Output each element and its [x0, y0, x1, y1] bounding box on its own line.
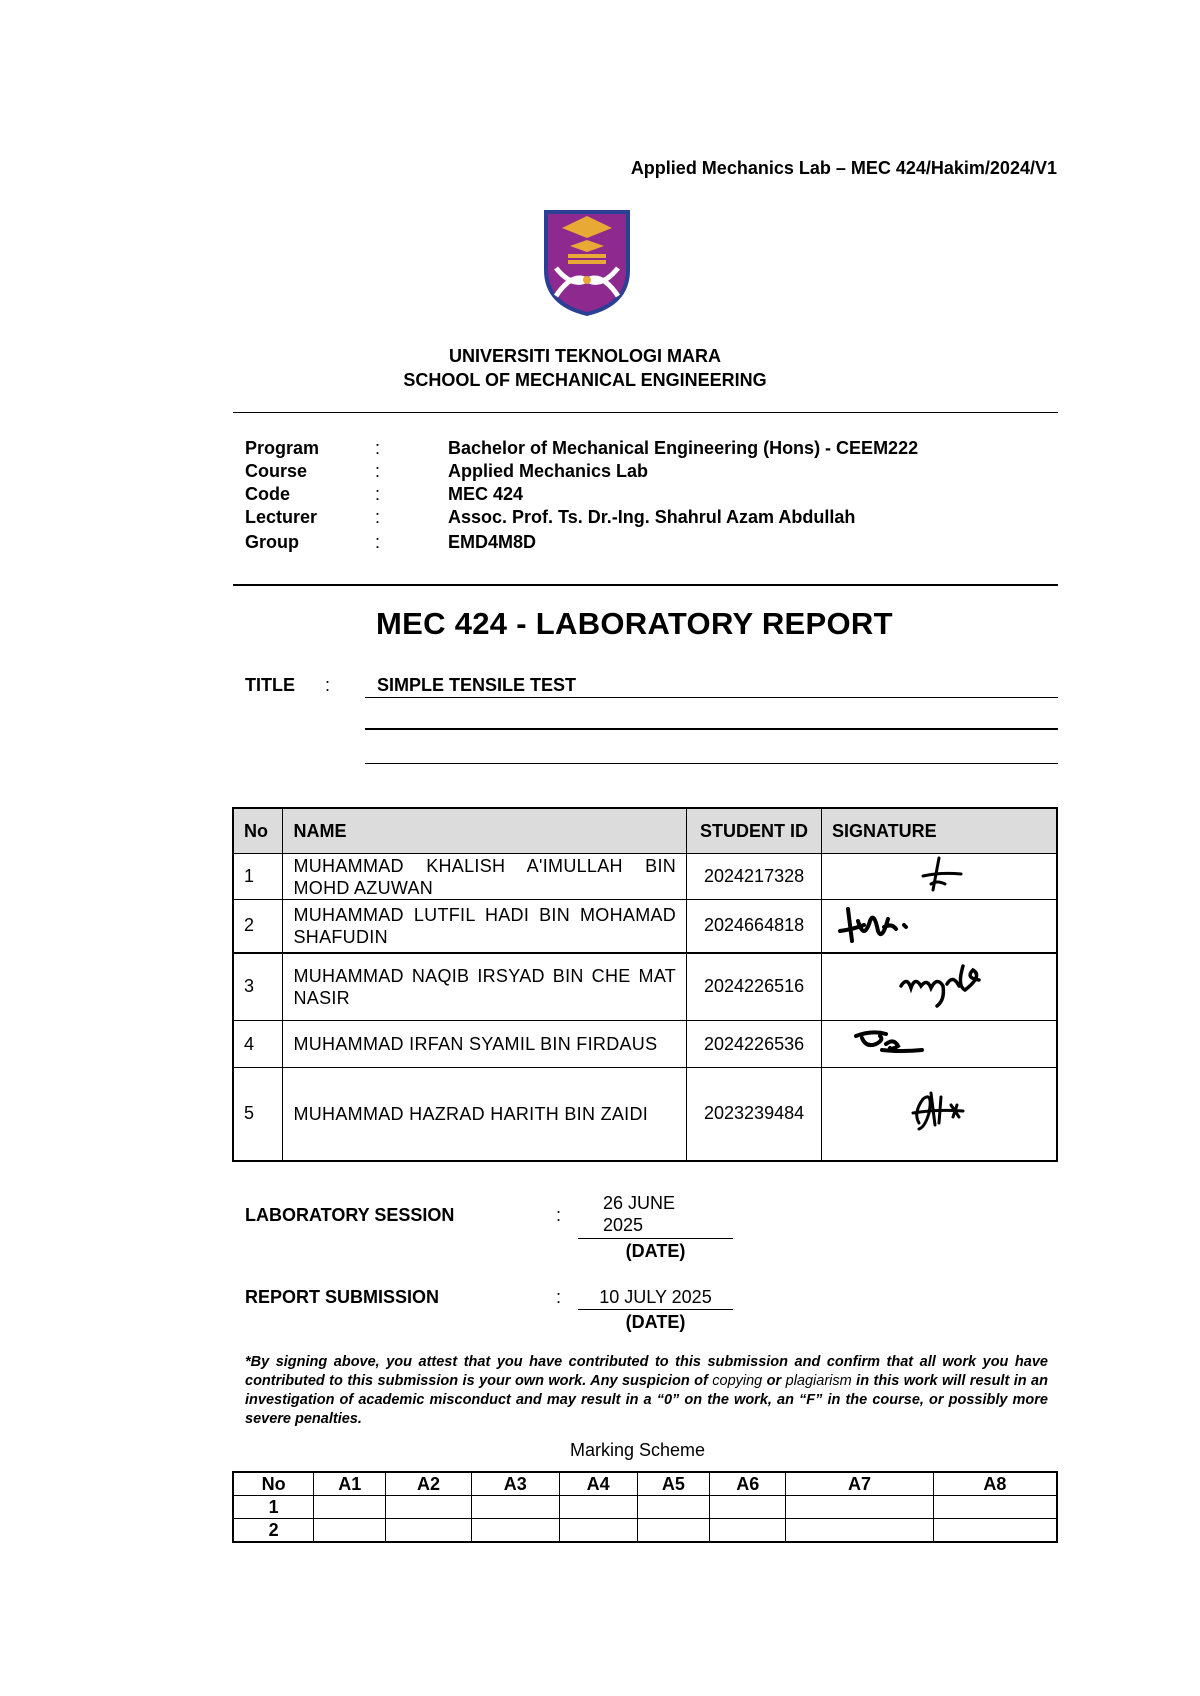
marking-header-a4: A4 — [559, 1472, 637, 1496]
signature-image — [834, 901, 934, 945]
declaration-part2: in this work will result in an investigation of academic misconduct and may result in a “0” on the work, an “F” in the course, or possibly more severe penalties. — [245, 1373, 1048, 1427]
student-name: MUHAMMAD NAQIB IRSYAD BIN CHE MAT NASIR — [283, 953, 687, 1021]
university-name: UNIVERSITI TEKNOLOGI MARA — [448, 346, 721, 366]
lab-session-date-caption: (DATE) — [625, 1241, 686, 1261]
marking-header-a2: A2 — [386, 1472, 472, 1496]
title-underline-2 — [365, 728, 1058, 730]
marking-cell — [710, 1519, 786, 1543]
program-label: Program — [245, 438, 320, 458]
row-no: 2 — [233, 900, 283, 953]
lab-session-label: LABORATORY SESSION — [245, 1205, 455, 1225]
table-row — [233, 953, 1057, 1021]
row-no: 1 — [233, 854, 283, 900]
signature-image — [852, 1024, 932, 1060]
declaration-mid: or — [762, 1373, 786, 1389]
col-header-name: NAME — [283, 808, 687, 854]
col-header-signature: SIGNATURE — [822, 808, 1057, 854]
signature-cell — [822, 854, 1057, 900]
program-value: Bachelor of Mechanical Engineering (Hons) - CEEM222 — [448, 438, 919, 458]
table-row — [233, 1068, 1057, 1161]
marking-cell — [314, 1496, 386, 1519]
report-submission-date: 10 JULY 2025 — [599, 1287, 712, 1307]
table-row — [233, 854, 1057, 900]
title-underline-3 — [365, 763, 1058, 764]
student-id: 2024226536 — [687, 1021, 822, 1068]
marking-scheme-caption: Marking Scheme — [570, 1440, 706, 1460]
marking-cell — [933, 1519, 1057, 1543]
marking-cell — [786, 1519, 934, 1543]
title-underline-1 — [365, 697, 1058, 698]
signature-image — [879, 1083, 999, 1139]
declaration-part1: *By signing above, you attest that you have contributed to this submission and confirm that all work you have contributed to this submission is your own work. Any suspicion of — [245, 1354, 1048, 1389]
marking-cell — [559, 1519, 637, 1543]
table-row — [233, 1519, 1057, 1543]
row-no: 5 — [233, 1068, 283, 1161]
lab-session-date-underline — [578, 1238, 733, 1239]
members-header-row — [233, 808, 1057, 854]
lecturer-colon: : — [375, 507, 381, 527]
marking-cell — [314, 1519, 386, 1543]
lab-session-date-day: 26 JUNE — [603, 1193, 676, 1213]
marking-header-row — [233, 1472, 1057, 1496]
signature-cell — [822, 1068, 1057, 1161]
divider-top — [233, 412, 1058, 413]
signature-image — [879, 956, 999, 1012]
marking-cell — [386, 1519, 472, 1543]
course-value: Applied Mechanics Lab — [448, 461, 649, 481]
marking-cell — [637, 1496, 710, 1519]
group-label: Group — [245, 532, 299, 552]
marking-cell — [471, 1496, 559, 1519]
uitm-logo — [542, 208, 632, 318]
table-row — [233, 1496, 1057, 1519]
marking-header-a8: A8 — [933, 1472, 1057, 1496]
course-label: Course — [245, 461, 308, 481]
student-id: 2024217328 — [687, 854, 822, 900]
marking-header-a7: A7 — [786, 1472, 934, 1496]
marking-header-a5: A5 — [637, 1472, 710, 1496]
report-submission-colon: : — [556, 1287, 562, 1307]
student-name: MUHAMMAD IRFAN SYAMIL BIN FIRDAUS — [283, 1021, 687, 1068]
marking-header-no: No — [233, 1472, 314, 1496]
col-header-student-id: STUDENT ID — [687, 808, 822, 854]
marking-row-no: 2 — [233, 1519, 314, 1543]
student-id: 2023239484 — [687, 1068, 822, 1161]
marking-cell — [559, 1496, 637, 1519]
table-row — [233, 900, 1057, 953]
marking-cell — [637, 1519, 710, 1543]
group-value: EMD4M8D — [448, 532, 537, 552]
marking-cell — [386, 1496, 472, 1519]
marking-cell — [471, 1519, 559, 1543]
marking-header-a6: A6 — [710, 1472, 786, 1496]
student-name: MUHAMMAD KHALISH A'IMULLAH BIN MOHD AZUWAN — [283, 854, 687, 900]
program-colon: : — [375, 438, 381, 458]
col-header-no: No — [233, 808, 283, 854]
student-id: 2024226516 — [687, 953, 822, 1021]
declaration-word-plagiarism: plagiarism — [785, 1373, 852, 1389]
report-submission-date-underline — [578, 1309, 733, 1310]
report-submission-date-caption: (DATE) — [625, 1312, 686, 1332]
lecturer-label: Lecturer — [245, 507, 318, 527]
report-title: MEC 424 - LABORATORY REPORT — [376, 606, 893, 641]
lab-session-date-year: 2025 — [603, 1215, 644, 1235]
marking-cell — [786, 1496, 934, 1519]
row-no: 4 — [233, 1021, 283, 1068]
code-colon: : — [375, 484, 381, 504]
marking-scheme-table — [232, 1471, 1058, 1543]
header-reference: Applied Mechanics Lab – MEC 424/Hakim/2024/V1 — [630, 158, 1057, 178]
report-submission-label: REPORT SUBMISSION — [245, 1287, 440, 1307]
marking-cell — [710, 1496, 786, 1519]
marking-cell — [933, 1496, 1057, 1519]
title-value: SIMPLE TENSILE TEST — [377, 675, 577, 695]
signature-image — [879, 854, 999, 894]
title-label: TITLE — [245, 675, 295, 695]
table-row — [233, 1021, 1057, 1068]
student-name: MUHAMMAD HAZRAD HARITH BIN ZAIDI — [283, 1068, 687, 1161]
declaration-note — [245, 1353, 1048, 1429]
declaration-word-copying: copying — [712, 1373, 763, 1389]
school-name: SCHOOL OF MECHANICAL ENGINEERING — [403, 370, 767, 390]
lab-session-colon: : — [556, 1205, 562, 1225]
marking-header-a1: A1 — [314, 1472, 386, 1496]
divider-bottom — [233, 584, 1058, 586]
student-id: 2024664818 — [687, 900, 822, 953]
row-no: 3 — [233, 953, 283, 1021]
signature-cell — [822, 1021, 1057, 1068]
signature-cell — [822, 953, 1057, 1021]
code-label: Code — [245, 484, 290, 504]
marking-row-no: 1 — [233, 1496, 314, 1519]
signature-cell — [822, 900, 1057, 953]
members-table — [232, 807, 1058, 1162]
course-colon: : — [375, 461, 381, 481]
marking-header-a3: A3 — [471, 1472, 559, 1496]
title-colon: : — [325, 675, 331, 695]
lecturer-value: Assoc. Prof. Ts. Dr.-Ing. Shahrul Azam Abdullah — [448, 507, 856, 527]
group-colon: : — [375, 532, 381, 552]
code-value: MEC 424 — [448, 484, 524, 504]
student-name: MUHAMMAD LUTFIL HADI BIN MOHAMAD SHAFUDIN — [283, 900, 687, 953]
